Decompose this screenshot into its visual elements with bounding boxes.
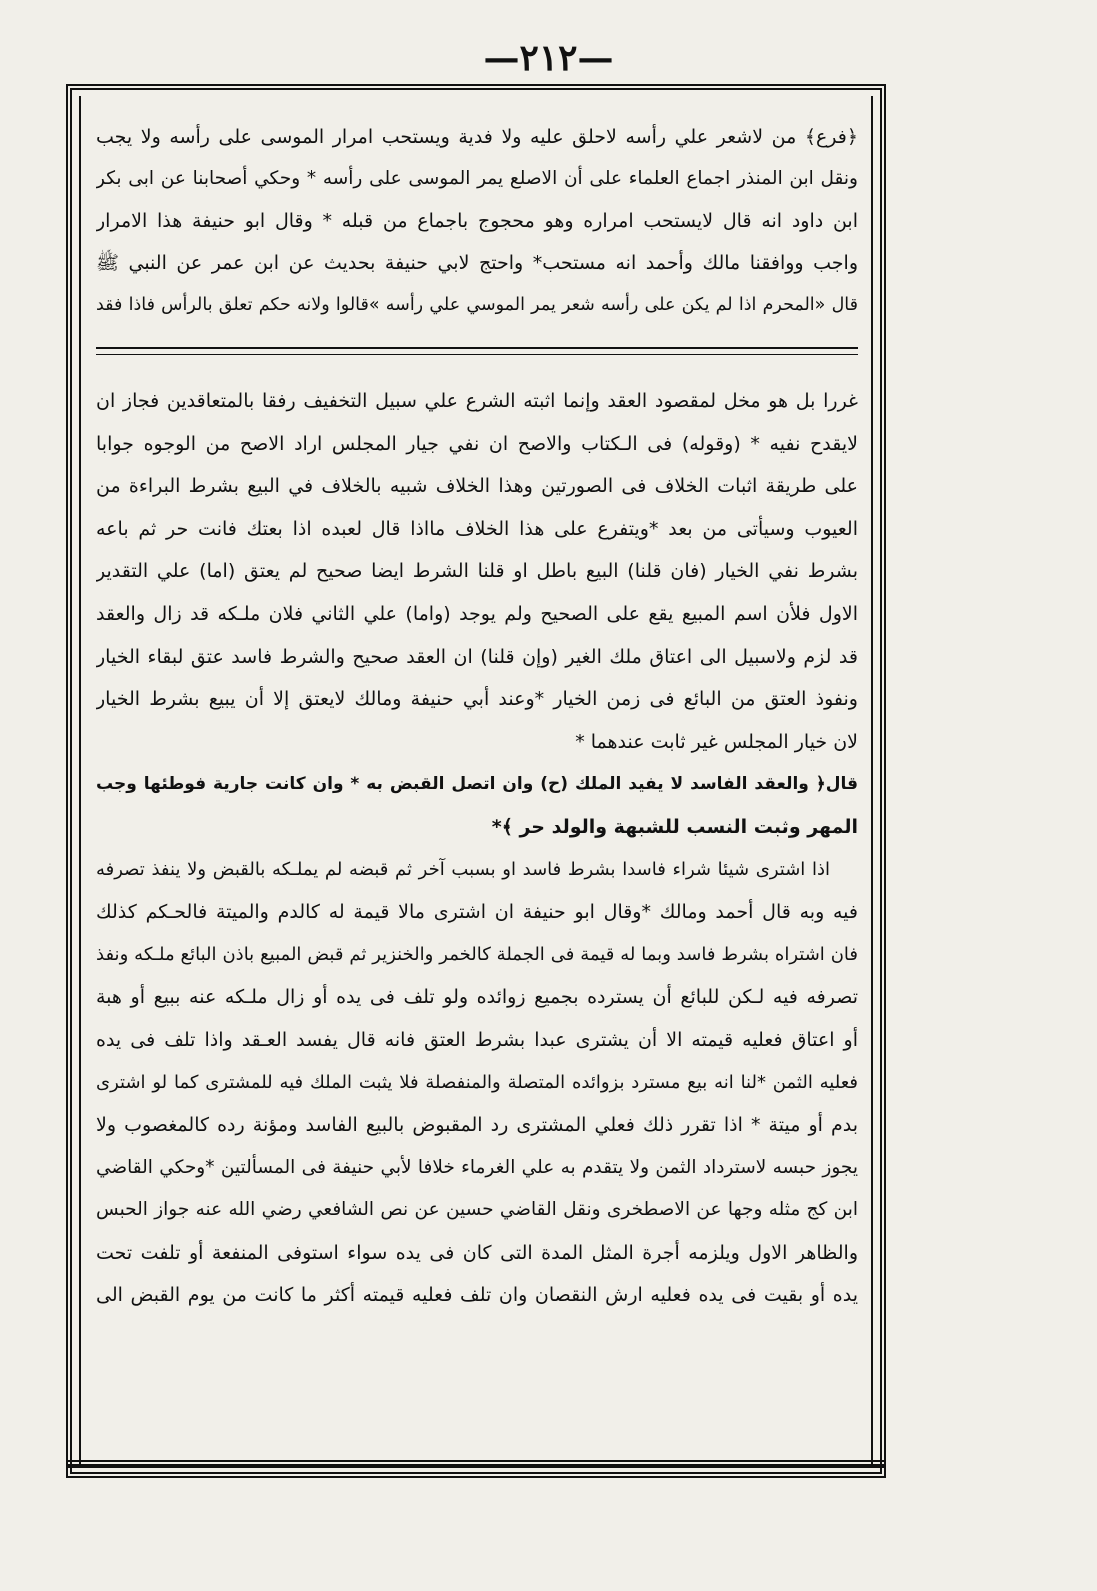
lower-line-3: على طريقة اثبات الخلاف فى الصورتين وهذا الخلاف شبيه بالخلاف في البيع بشرط البراءة من bbox=[96, 475, 858, 498]
lower-line-14: فان اشتراه بشرط فاسد وبما له قيمة فى الجملة كالخمر والخنزير ثم قبض المبيع باذن البائع ملـكه ونفذ bbox=[96, 943, 858, 965]
lower-line-18: بدم أو ميتة * اذا تقرر ذلك فعلي المشترى رد المقبوض بالبيع الفاسد ومؤنة رده كالمغصوب ولا bbox=[96, 1114, 858, 1137]
lower-line-11: المهر وثبت النسب للشبهة والولد حر ﴾* bbox=[491, 815, 858, 838]
lower-line-15: تصرفه فيه لـكن للبائع أن يسترده بجميع زوائده ولو تلف فى يده أو زال ملـكه عنه ببيع أو هبة bbox=[96, 986, 858, 1009]
upper-line-5: قال «المحرم اذا لم يكن على رأسه شعر يمر الموسي علي رأسه »قالوا ولانه حكم تعلق بالرأس فاذا فقد bbox=[96, 295, 858, 315]
lower-line-6: الاول فلأن اسم المبيع يقع على الصحيح ولم يوجد (واما) علي الثاني فلان ملـكه قد زال والعقد bbox=[96, 602, 858, 625]
lower-line-5: بشرط نفي الخيار (فان قلنا) البيع باطل او قلنا الشرط ايضا صحيح لم يعتق (اما) علي التقدير bbox=[96, 560, 858, 583]
lower-line-8: ونفوذ العتق من البائع فى زمن الخيار *وعند أبي حنيفة ومالك لايعتق إلا أن يبيع بشرط الخيار bbox=[96, 688, 858, 711]
lower-line-2: لايقدح نفيه * (وقوله) فى الـكتاب والاصح ان نفي جيار المجلس اراد الاصح من الوجوه جوابا bbox=[96, 432, 858, 455]
lower-line-13: فيه وبه قال أحمد ومالك *وقال ابو حنيفة ان اشترى مالا قيمة له كالدم والميتة فالحـكم كذلك bbox=[96, 901, 858, 924]
lower-line-9: لان خيار المجلس غير ثابت عندهما * bbox=[575, 730, 858, 753]
page-frame-bottom-rule bbox=[66, 1460, 886, 1468]
upper-line-1: ﴿فرع﴾ من لاشعر علي رأسه لاحلق عليه ولا فدية ويستحب امرار الموسى على رأسه ولا يجب bbox=[96, 126, 858, 148]
lower-line-20: ابن كج مثله وجها عن الاصطخرى ونقل القاضي حسين عن نص الشافعي رضي الله عنه جواز الحبس bbox=[96, 1199, 858, 1221]
lower-line-12: اذا اشترى شيئا شراء فاسدا بشرط فاسد او بسبب آخر ثم قبضه لم يملـكه بالقبض ولا ينفذ تصرفه bbox=[96, 858, 830, 880]
lower-line-7: قد لزم ولاسبيل الى اعتاق ملك الغير (وإن قلنا) ان العقد صحيح والشرط فاسد عتق لبقاء الخيار bbox=[96, 645, 858, 668]
lower-text-block bbox=[96, 380, 858, 1317]
section-divider bbox=[96, 345, 858, 359]
lower-line-19: يجوز حبسه لاسترداد الثمن ولا يتقدم به علي الغرماء خلافا لأبي حنيفة فى المسألتين *وحكي القاضي bbox=[96, 1156, 858, 1178]
page-number: —٢١٢— bbox=[483, 37, 614, 79]
lower-line-16: أو اعتاق فعليه قيمته الا أن يشترى عبدا بشرط العتق فانه قال يفسد العـقد واذا تلف فى يده bbox=[96, 1028, 858, 1051]
lower-line-22: يده أو بقيت فى يده فعليه ارش النقصان وان تلف فعليه قيمته أكثر ما كانت من يوم القبض الى bbox=[96, 1284, 858, 1307]
upper-line-2: ونقل ابن المنذر اجماع العلماء على أن الاصلع يمر الموسى على رأسه * وحكي أصحابنا عن ابى بكر bbox=[96, 168, 858, 189]
upper-text-block bbox=[96, 116, 858, 326]
lower-line-1: غررا بل هو مخل لمقصود العقد وإنما اثبته الشرع علي سبيل التخفيف رفقا بالمتعاقدين فجاز ان bbox=[96, 390, 858, 412]
upper-line-3: ابن داود انه قال لايستحب امراره وهو محجوج باجماع من قبله * وقال ابو حنيفة هذا الامرار bbox=[96, 210, 858, 232]
lower-line-10: قال﴿ والعقد الفاسد لا يفيد الملك (ح) وان اتصل القبض به * وان كانت جارية فوطئها وجب bbox=[96, 774, 858, 795]
lower-line-4: العيوب وسيأتى من بعد *ويتفرع على هذا الخلاف مااذا قال لعبده اذا بعتك فانت حر ثم باعه bbox=[96, 517, 858, 540]
lower-line-17: فعليه الثمن *لنا انه بيع مسترد بزوائده المتصلة والمنفصلة فلا يثبت الملك فيه للمشترى كما لو اشترى bbox=[96, 1071, 858, 1093]
lower-line-21: والظاهر الاول ويلزمه أجرة المثل المدة التى كان فى يده سواء استوفى المنفعة أو تلفت تحت bbox=[96, 1241, 858, 1264]
upper-line-4: واجب ووافقنا مالك وأحمد انه مستحب* واحتج لابي حنيفة بحديث عن ابن عمر عن النبي ﷺ bbox=[96, 252, 858, 274]
